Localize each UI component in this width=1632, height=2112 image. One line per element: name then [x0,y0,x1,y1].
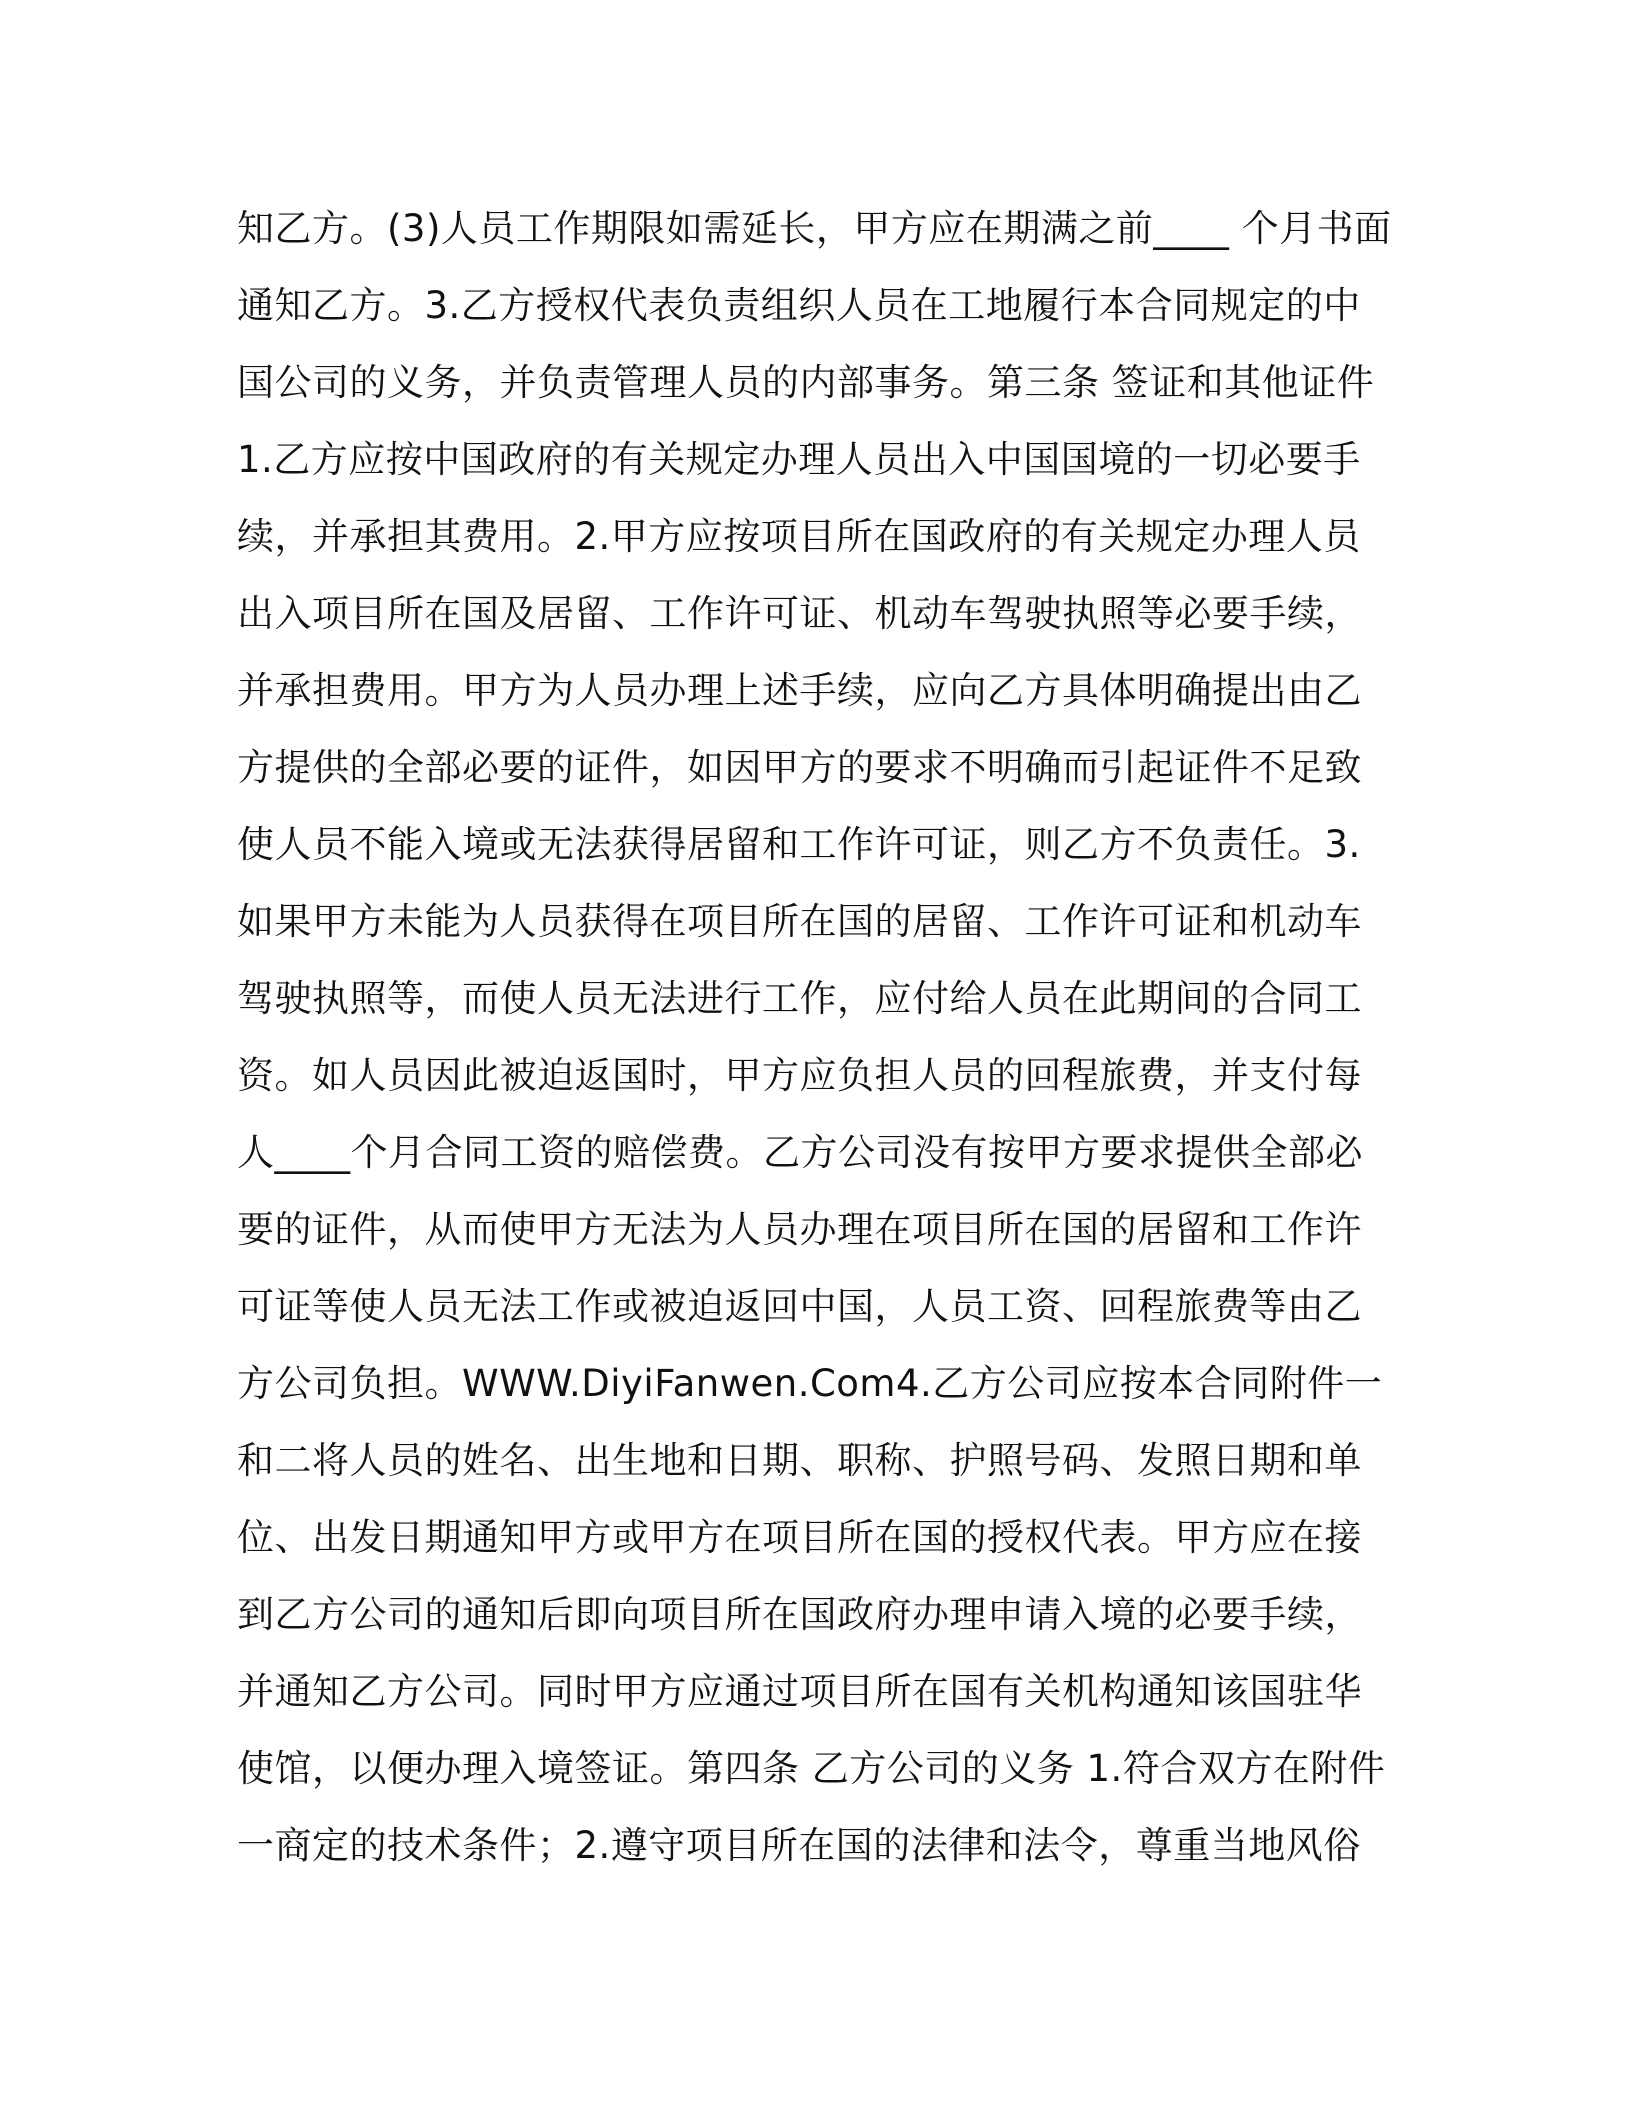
text-line: 并承担费用。甲方为人员办理上述手续，应向乙方具体明确提出由乙 [237,669,1362,712]
text-line: 要的证件，从而使甲方无法为人员办理在项目所在国的居留和工作许 [237,1208,1362,1251]
text-line: 国公司的义务，并负责管理人员的内部事务。第三条 签证和其他证件 [237,361,1375,404]
text-line: 人____个月合同工资的赔偿费。乙方公司没有按甲方要求提供全部必 [237,1131,1363,1174]
text-line: 使人员不能入境或无法获得居留和工作许可证，则乙方不负责任。3. [237,823,1361,866]
text-line: 出入项目所在国及居留、工作许可证、机动车驾驶执照等必要手续， [237,592,1362,635]
text-line: 通知乙方。3.乙方授权代表负责组织人员在工地履行本合同规定的中 [237,284,1361,327]
text-line: 并通知乙方公司。同时甲方应通过项目所在国有关机构通知该国驻华 [237,1670,1362,1713]
text-line: 到乙方公司的通知后即向项目所在国政府办理申请入境的必要手续， [237,1593,1362,1636]
text-line: 续，并承担其费用。2.甲方应按项目所在国政府的有关规定办理人员 [237,515,1361,558]
text-line: 和二将人员的姓名、出生地和日期、职称、护照号码、发照日期和单 [237,1439,1362,1482]
text-line: 一商定的技术条件；2.遵守项目所在国的法律和法令，尊重当地风俗 [237,1824,1361,1867]
text-line: 可证等使人员无法工作或被迫返回中国，人员工资、回程旅费等由乙 [237,1285,1362,1328]
text-line: 方提供的全部必要的证件，如因甲方的要求不明确而引起证件不足致 [237,746,1362,789]
text-line: 方公司负担。WWW.DiyiFanwen.Com4.乙方公司应按本合同附件一 [237,1362,1383,1405]
text-line: 位、出发日期通知甲方或甲方在项目所在国的授权代表。甲方应在接 [237,1516,1362,1559]
text-line: 如果甲方未能为人员获得在项目所在国的居留、工作许可证和机动车 [237,900,1362,943]
text-line: 资。如人员因此被迫返国时，甲方应负担人员的回程旅费，并支付每 [237,1054,1362,1097]
contract-text-body [237,190,1397,1884]
text-line: 1.乙方应按中国政府的有关规定办理人员出入中国国境的一切必要手 [237,438,1361,481]
text-line: 使馆，以便办理入境签证。第四条 乙方公司的义务 1.符合双方在附件 [237,1747,1386,1790]
text-line: 知乙方。(3)人员工作期限如需延长，甲方应在期满之前____ 个月书面 [237,207,1392,250]
text-line: 驾驶执照等，而使人员无法进行工作，应付给人员在此期间的合同工 [237,977,1362,1020]
